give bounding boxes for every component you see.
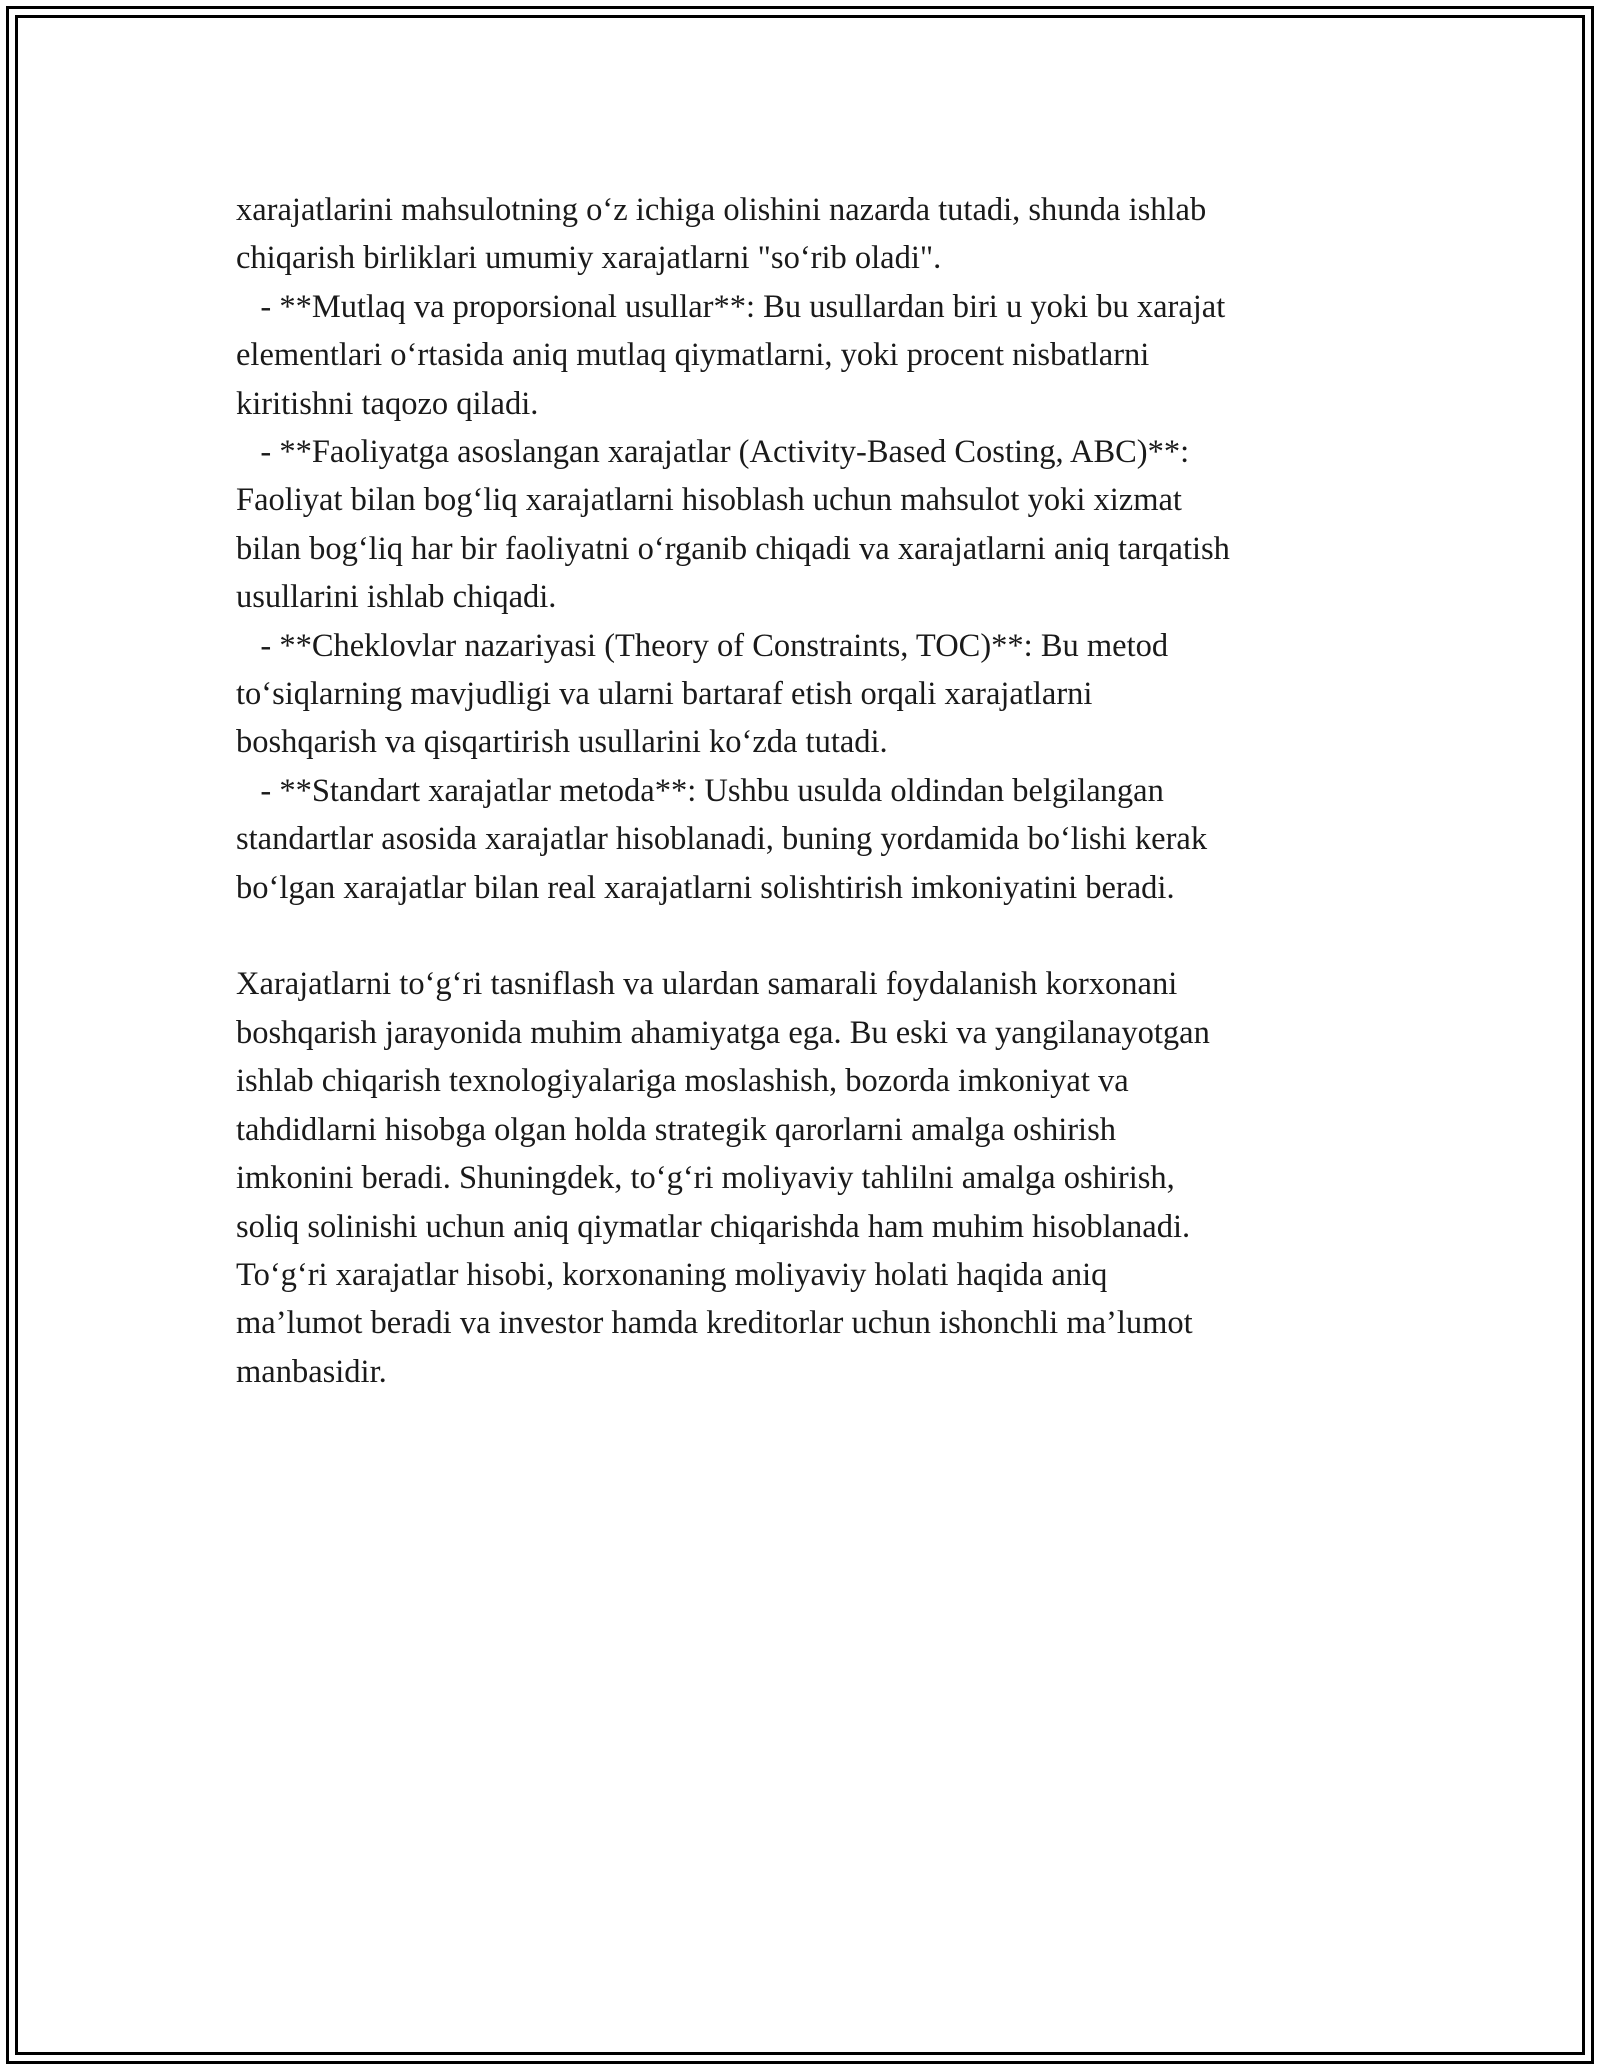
paragraph-line: soliq solinishi uchun aniq qiymatlar chiqarishda ham muhim hisoblanadi. <box>236 1208 1191 1245</box>
document-body <box>236 186 1376 1396</box>
paragraph-line: tahdidlarni hisobga olgan holda strategik qarorlarni amalga oshirish <box>236 1111 1116 1148</box>
text-line: kiritishni taqozo qiladi. <box>236 385 539 422</box>
list-item-line: - **Faoliyatga asoslangan xarajatlar (Activity-Based Costing, ABC)**: <box>236 434 1190 471</box>
text-line: usullarini ishlab chiqadi. <box>236 579 557 616</box>
list-item-line: - **Standart xarajatlar metoda**: Ushbu usulda oldindan belgilangan <box>236 772 1164 809</box>
paragraph-line: ishlab chiqarish texnologiyalariga moslashish, bozorda imkoniyat va <box>236 1063 1129 1100</box>
paragraph-line: imkonini beradi. Shuningdek, to‘g‘ri moliyaviy tahlilni amalga oshirish, <box>236 1160 1175 1197</box>
text-line: to‘siqlarning mavjudligi va ularni bartaraf etish orqali xarajatlarni <box>236 676 1093 713</box>
list-item-line: - **Cheklovlar nazariyasi (Theory of Constraints, TOC)**: Bu metod <box>236 627 1169 664</box>
text-line: boshqarish va qisqartirish usullarini ko‘zda tutadi. <box>236 724 888 761</box>
text-line: Faoliyat bilan bog‘liq xarajatlarni hisoblash uchun mahsulot yoki xizmat <box>236 482 1182 519</box>
text-line: chiqarish birliklari umumiy xarajatlarni "so‘rib oladi". <box>236 240 942 277</box>
text-line: bo‘lgan xarajatlar bilan real xarajatlarni solishtirish imkoniyatini beradi. <box>236 869 1175 906</box>
paragraph-line: manbasidir. <box>236 1353 387 1390</box>
paragraph-line: ma’lumot beradi va investor hamda kreditorlar uchun ishonchli ma’lumot <box>236 1305 1193 1342</box>
paragraph-line: boshqarish jarayonida muhim ahamiyatga ega. Bu eski va yangilanayotgan <box>236 1014 1210 1051</box>
paragraph-line: Xarajatlarni to‘g‘ri tasniflash va ulardan samarali foydalanish korxonani <box>236 966 1178 1003</box>
text-line: bilan bog‘liq har bir faoliyatni o‘rganib chiqadi va xarajatlarni aniq tarqatish <box>236 530 1230 567</box>
paragraph-line: To‘g‘ri xarajatlar hisobi, korxonaning moliyaviy holati haqida aniq <box>236 1256 1108 1293</box>
text-line: xarajatlarini mahsulotning o‘z ichiga olishini nazarda tutadi, shunda ishlab <box>236 192 1207 228</box>
list-item-line: - **Mutlaq va proporsional usullar**: Bu usullardan biri u yoki bu xarajat <box>236 288 1226 325</box>
paragraph-gap <box>236 912 1376 960</box>
text-line: standartlar asosida xarajatlar hisoblanadi, buning yordamida bo‘lishi kerak <box>236 821 1208 858</box>
text-line: elementlari o‘rtasida aniq mutlaq qiymatlarni, yoki procent nisbatlarni <box>236 337 1150 374</box>
